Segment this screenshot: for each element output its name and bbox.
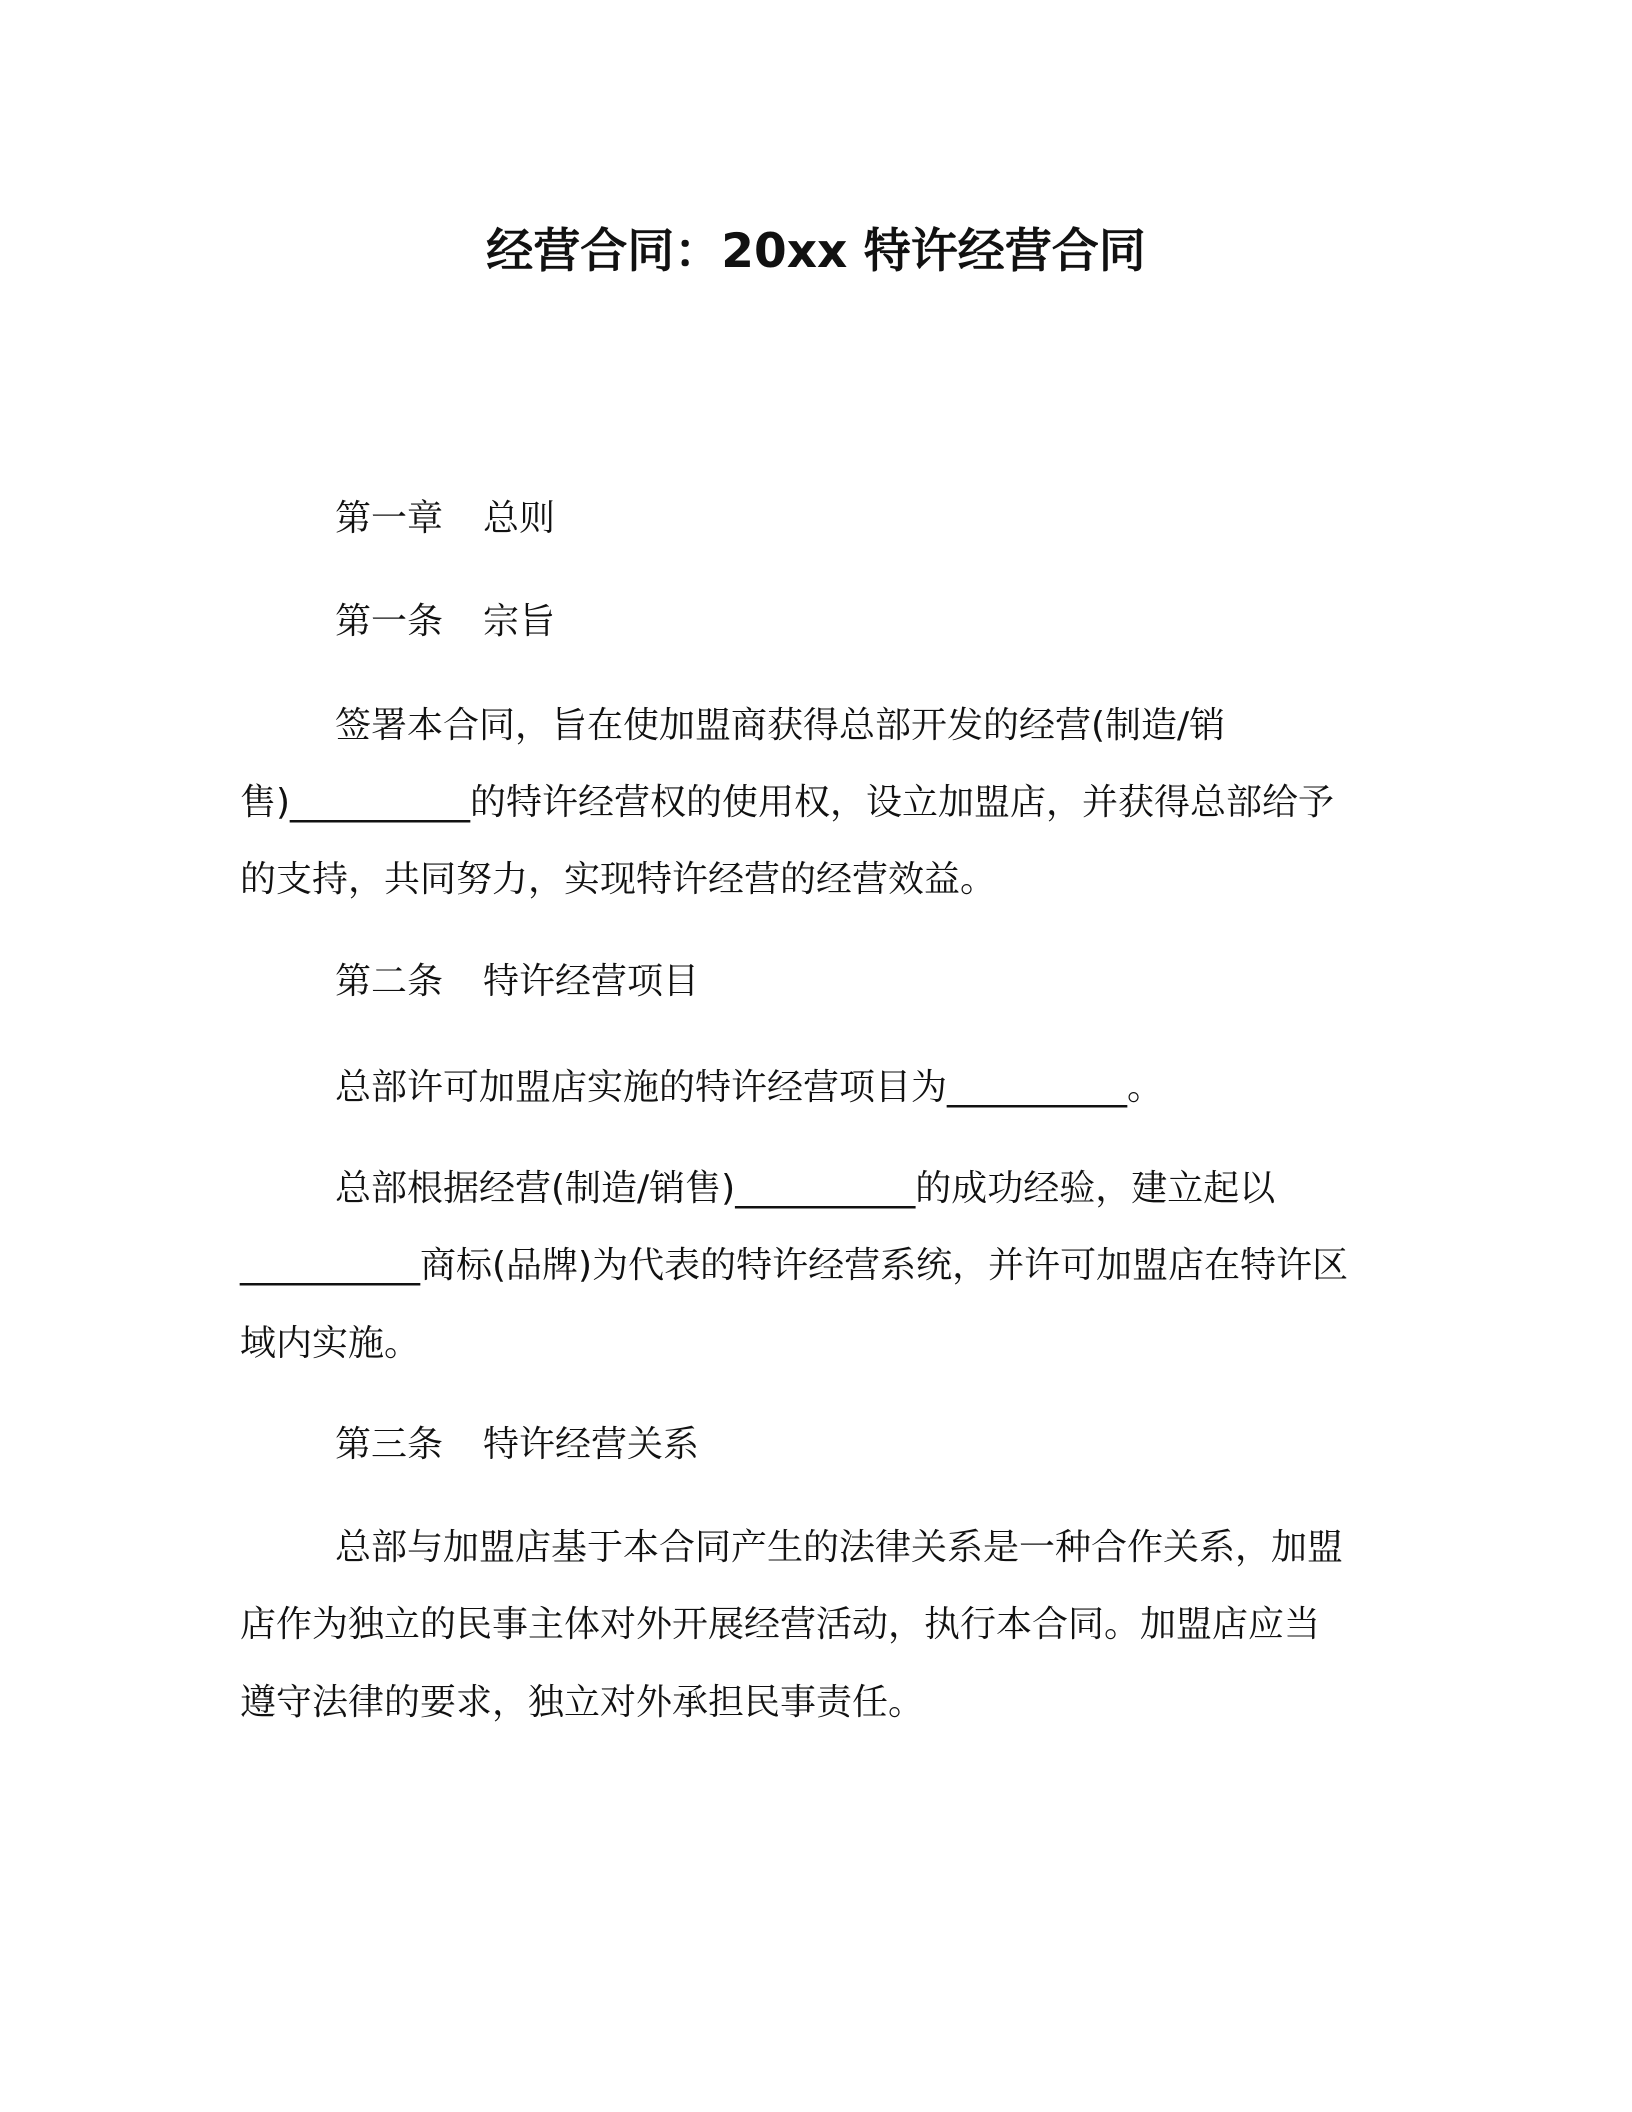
article-3-line-1: 总部与加盟店基于本合同产生的法律关系是一种合作关系，加盟	[335, 1527, 1344, 1568]
chapter-number: 第一章	[335, 498, 444, 539]
document-title: 经营合同：20xx 特许经营合同	[486, 224, 1146, 279]
article-2-para2-line-2: __________商标(品牌)为代表的特许经营系统，并许可加盟店在特许区	[240, 1245, 1349, 1286]
article-3-line-3: 遵守法律的要求，独立对外承担民事责任。	[240, 1682, 925, 1723]
article-2-line-1: 总部许可加盟店实施的特许经营项目为__________。	[335, 1067, 1164, 1108]
article-1-number: 第一条	[335, 601, 444, 642]
article-1-line-2: 售)__________的特许经营权的使用权，设立加盟店，并获得总部给予	[240, 782, 1335, 823]
chapter-name: 总则	[483, 498, 556, 539]
article-1-line-1: 签署本合同，旨在使加盟商获得总部开发的经营(制造/销	[335, 705, 1226, 746]
article-3-heading	[335, 1421, 699, 1469]
article-1-line-3: 的支持，共同努力，实现特许经营的经营效益。	[240, 859, 997, 900]
article-3-number: 第三条	[335, 1424, 444, 1465]
article-2-number: 第二条	[335, 961, 444, 1002]
article-2-heading	[335, 958, 699, 1006]
article-3-line-2: 店作为独立的民事主体对外开展经营活动，执行本合同。加盟店应当	[240, 1604, 1321, 1645]
article-2-name: 特许经营项目	[483, 961, 700, 1002]
article-3-name: 特许经营关系	[483, 1424, 700, 1465]
article-2-para2-line-3: 域内实施。	[240, 1323, 421, 1364]
article-1-heading	[335, 598, 555, 646]
article-2-para2-line-1: 总部根据经营(制造/销售)__________的成功经验，建立起以	[335, 1168, 1276, 1209]
article-1-name: 宗旨	[483, 601, 556, 642]
chapter-heading	[335, 495, 555, 543]
